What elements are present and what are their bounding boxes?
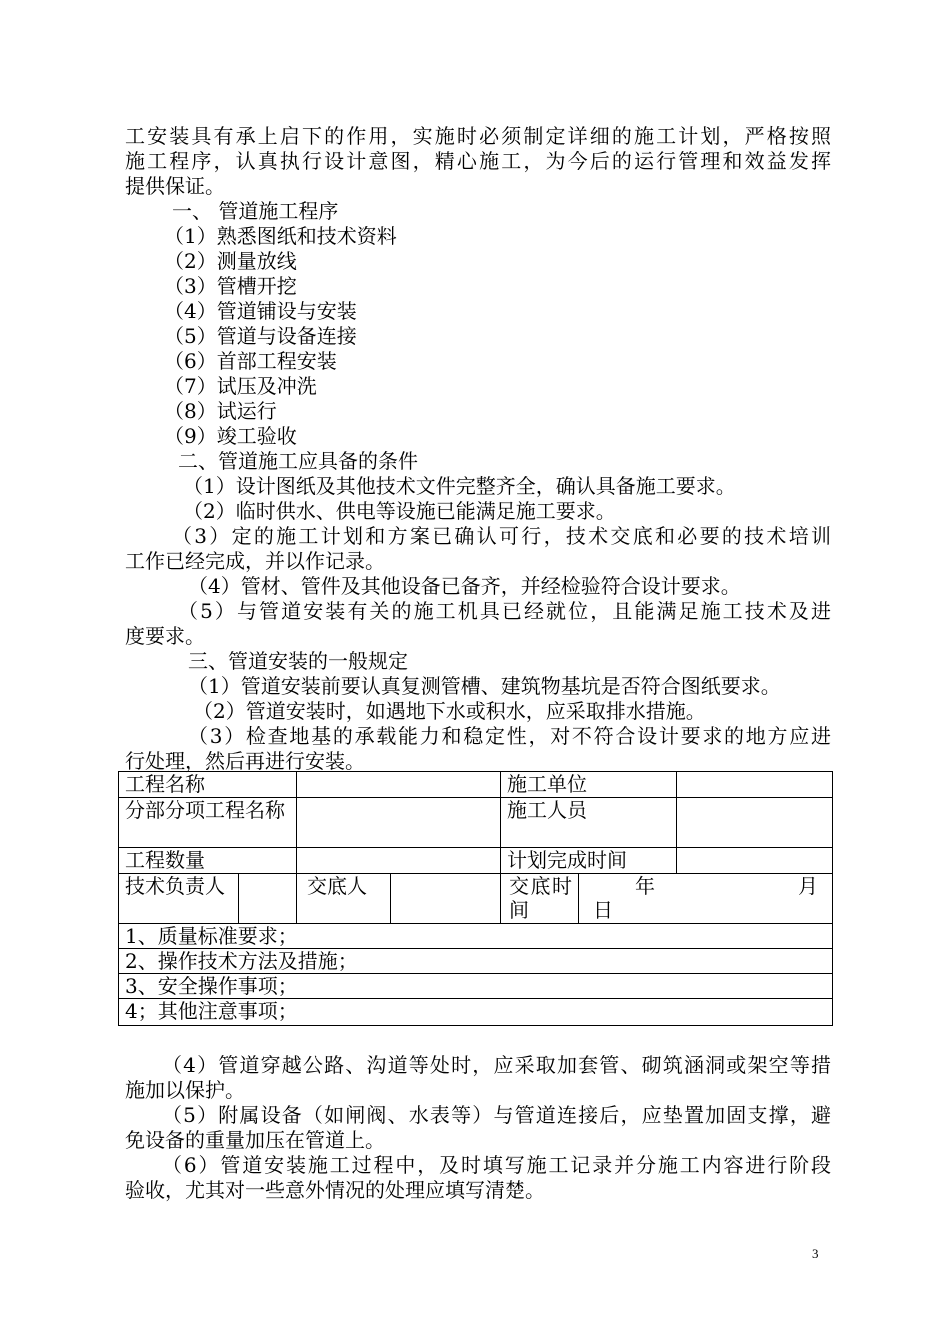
table-row xyxy=(119,999,833,1026)
table-row xyxy=(119,798,833,848)
rule-item-cont: 验收，尤其对一些意外情况的处理应填写清楚。 xyxy=(125,1178,545,1202)
intro-line: 提供保证。 xyxy=(125,174,225,198)
requirement-row: 3、安全操作事项； xyxy=(119,974,833,999)
rule-item: （1）管道安装前要认真复测管槽、建筑物基坑是否符合图纸要求。 xyxy=(188,674,781,698)
rule-item-cont: 施加以保护。 xyxy=(125,1078,245,1102)
table-row xyxy=(119,874,833,924)
intro-line: 施工程序，认真执行设计意图，精心施工，为今后的运行管理和效益发挥 xyxy=(125,149,831,173)
table-row xyxy=(119,974,833,999)
section-heading: 二、管道施工应具备的条件 xyxy=(178,449,418,473)
requirement-row: 1、质量标准要求； xyxy=(119,924,833,949)
rule-item: （4）管道穿越公路、沟道等处时，应采取加套管、砌筑涵洞或架空等措 xyxy=(162,1053,831,1077)
step-item: （8）试运行 xyxy=(164,399,277,423)
construction-unit-label: 施工单位 xyxy=(501,772,677,798)
tech-lead-value xyxy=(239,874,297,924)
constructor-label: 施工人员 xyxy=(501,798,677,848)
rule-item: （5）附属设备（如闸阀、水表等）与管道连接后，应垫置加固支撑，避 xyxy=(162,1103,831,1127)
condition-item: （1）设计图纸及其他技术文件完整齐全，确认具备施工要求。 xyxy=(183,474,736,498)
quantity-value xyxy=(297,848,501,874)
rule-item: （3）检查地基的承载能力和稳定性，对不符合设计要求的地方应进 xyxy=(188,724,831,748)
section-heading: 三、管道安装的一般规定 xyxy=(188,649,408,673)
sub-project-label: 分部分项工程名称 xyxy=(119,798,297,848)
condition-item-cont: 工作已经完成，并以作记录。 xyxy=(125,549,385,573)
intro-line: 工安装具有承上启下的作用，实施时必须制定详细的施工计划，严格按照 xyxy=(125,124,831,148)
page-number: 3 xyxy=(812,1246,819,1261)
date-year: 年 xyxy=(635,874,655,898)
condition-item: （3）定的施工计划和方案已确认可行，技术交底和必要的技术培训 xyxy=(172,524,831,548)
requirement-row: 4；其他注意事项； xyxy=(119,999,833,1026)
step-item: （2）测量放线 xyxy=(164,249,297,273)
date-day: 日 xyxy=(593,898,613,922)
table-row xyxy=(119,772,833,798)
handover-date-value xyxy=(579,874,833,924)
condition-item: （5）与管道安装有关的施工机具已经就位，且能满足施工技术及进 xyxy=(178,599,831,623)
sub-project-value xyxy=(297,798,501,848)
quantity-label: 工程数量 xyxy=(119,848,297,874)
tech-lead-label: 技术负责人 xyxy=(119,874,239,924)
step-item: （7）试压及冲洗 xyxy=(164,374,317,398)
step-item: （3）管槽开挖 xyxy=(164,274,297,298)
table-row xyxy=(119,949,833,974)
table-row xyxy=(119,924,833,949)
rule-item: （6）管道安装施工过程中，及时填写施工记录并分施工内容进行阶段 xyxy=(162,1153,831,1177)
condition-item: （4）管材、管件及其他设备已备齐，并经检验符合设计要求。 xyxy=(188,574,741,598)
table-row xyxy=(119,848,833,874)
step-item: （9）竣工验收 xyxy=(164,424,297,448)
step-item: （4）管道铺设与安装 xyxy=(164,299,357,323)
planned-finish-label: 计划完成时间 xyxy=(501,848,677,874)
planned-finish-value xyxy=(677,848,833,874)
step-item: （1）熟悉图纸和技术资料 xyxy=(164,224,397,248)
rule-item-cont: 免设备的重量加压在管道上。 xyxy=(125,1128,385,1152)
handover-person-label: 交底人 xyxy=(297,874,391,924)
date-month: 月 xyxy=(798,874,818,898)
step-item: （6）首部工程安装 xyxy=(164,349,337,373)
condition-item: （2）临时供水、供电等设施已能满足施工要求。 xyxy=(183,499,616,523)
project-name-value xyxy=(297,772,501,798)
technical-handover-table xyxy=(118,771,833,1026)
rule-item: （2）管道安装时，如遇地下水或积水，应采取排水措施。 xyxy=(193,699,706,723)
construction-unit-value xyxy=(677,772,833,798)
rule-item-cont: 行处理，然后再进行安装。 xyxy=(125,749,365,773)
section-heading: 一、 管道施工程序 xyxy=(172,199,339,223)
condition-item-cont: 度要求。 xyxy=(125,624,205,648)
handover-person-value xyxy=(391,874,501,924)
step-item: （5）管道与设备连接 xyxy=(164,324,357,348)
requirement-row: 2、操作技术方法及措施； xyxy=(119,949,833,974)
handover-time-label: 交底时间 xyxy=(501,874,579,924)
constructor-value xyxy=(677,798,833,848)
project-name-label: 工程名称 xyxy=(119,772,297,798)
